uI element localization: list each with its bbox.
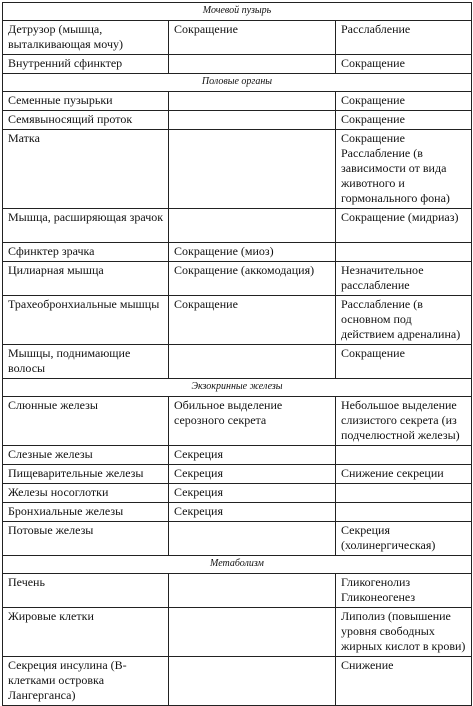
table-row [3, 111, 472, 130]
sympathetic-effect-cell: Сокращение Расслабление (в зависимости от вида животного и гормонального фона) [336, 130, 472, 209]
table-body [3, 3, 472, 706]
parasympathetic-effect-cell: Сокращение [169, 21, 336, 55]
autonomic-effects-table [2, 2, 472, 706]
parasympathetic-effect-cell [169, 55, 336, 74]
organ-cell: Матка [3, 130, 169, 209]
table-row [3, 574, 472, 608]
table-row [3, 608, 472, 657]
sympathetic-effect-cell: Снижение [336, 657, 472, 706]
sympathetic-effect-cell [336, 243, 472, 262]
parasympathetic-effect-cell [169, 345, 336, 379]
organ-cell: Семенные пузырьки [3, 92, 169, 111]
sympathetic-effect-cell: Снижение секреции [336, 465, 472, 484]
table-row [3, 243, 472, 262]
sympathetic-effect-cell [336, 503, 472, 522]
organ-cell: Внутренний сфинктер [3, 55, 169, 74]
sympathetic-effect-cell: Сокращение [336, 345, 472, 379]
sympathetic-effect-cell [336, 484, 472, 503]
parasympathetic-effect-cell: Сокращение (миоз) [169, 243, 336, 262]
sympathetic-effect-cell: Расслабление (в основном под действием адреналина) [336, 296, 472, 345]
parasympathetic-effect-cell [169, 574, 336, 608]
organ-cell: Потовые железы [3, 522, 169, 556]
organ-cell: Сфинктер зрачка [3, 243, 169, 262]
sympathetic-effect-cell: Липолиз (повышение уровня свободных жирных кислот в крови) [336, 608, 472, 657]
sympathetic-effect-cell: Сокращение [336, 55, 472, 74]
sympathetic-effect-cell: Незначительное расслабление [336, 262, 472, 296]
parasympathetic-effect-cell [169, 608, 336, 657]
organ-cell: Цилиарная мышца [3, 262, 169, 296]
section-header-row [3, 556, 472, 574]
table-row [3, 92, 472, 111]
parasympathetic-effect-cell: Секреция [169, 465, 336, 484]
organ-cell: Железы носоглотки [3, 484, 169, 503]
parasympathetic-effect-cell: Обильное выделение серозного секрета [169, 397, 336, 446]
sympathetic-effect-cell: Сокращение [336, 92, 472, 111]
sympathetic-effect-cell: Сокращение [336, 111, 472, 130]
table-row [3, 21, 472, 55]
parasympathetic-effect-cell [169, 130, 336, 209]
section-title: Половые органы [3, 74, 472, 92]
organ-cell: Секреция инсулина (В-клетками островка Лангерганса) [3, 657, 169, 706]
section-title: Экзокринные железы [3, 379, 472, 397]
table-row [3, 345, 472, 379]
parasympathetic-effect-cell [169, 209, 336, 243]
sympathetic-effect-cell: Сокращение (мидриаз) [336, 209, 472, 243]
table-row [3, 484, 472, 503]
organ-cell: Слезные железы [3, 446, 169, 465]
organ-cell: Трахеобронхиальные мышцы [3, 296, 169, 345]
organ-cell: Пищеварительные железы [3, 465, 169, 484]
table-row [3, 503, 472, 522]
organ-cell: Мышцы, поднимающие волосы [3, 345, 169, 379]
parasympathetic-effect-cell: Секреция [169, 484, 336, 503]
table-row [3, 522, 472, 556]
table-row [3, 296, 472, 345]
table-row [3, 209, 472, 243]
parasympathetic-effect-cell [169, 657, 336, 706]
sympathetic-effect-cell: Расслабление [336, 21, 472, 55]
organ-cell: Печень [3, 574, 169, 608]
organ-cell: Мышца, расширяющая зрачок [3, 209, 169, 243]
section-title: Метаболизм [3, 556, 472, 574]
sympathetic-effect-cell: Секреция (холинергическая) [336, 522, 472, 556]
organ-cell: Бронхиальные железы [3, 503, 169, 522]
organ-cell: Слюнные железы [3, 397, 169, 446]
table-row [3, 465, 472, 484]
parasympathetic-effect-cell: Секреция [169, 446, 336, 465]
physiology-table-page [2, 2, 471, 706]
parasympathetic-effect-cell [169, 522, 336, 556]
parasympathetic-effect-cell: Сокращение [169, 296, 336, 345]
section-title: Мочевой пузырь [3, 3, 472, 21]
parasympathetic-effect-cell [169, 92, 336, 111]
table-row [3, 130, 472, 209]
table-row [3, 446, 472, 465]
table-row [3, 262, 472, 296]
sympathetic-effect-cell: Гликогенолиз Гликонеогенез [336, 574, 472, 608]
parasympathetic-effect-cell: Секреция [169, 503, 336, 522]
section-header-row [3, 379, 472, 397]
table-row [3, 657, 472, 706]
organ-cell: Жировые клетки [3, 608, 169, 657]
sympathetic-effect-cell: Небольшое выделение слизистого секрета (из подчелюстной железы) [336, 397, 472, 446]
table-row [3, 55, 472, 74]
table-row [3, 397, 472, 446]
parasympathetic-effect-cell: Сокращение (аккомодация) [169, 262, 336, 296]
organ-cell: Семявыносящий проток [3, 111, 169, 130]
parasympathetic-effect-cell [169, 111, 336, 130]
organ-cell: Детрузор (мышца, выталкивающая мочу) [3, 21, 169, 55]
section-header-row [3, 3, 472, 21]
section-header-row [3, 74, 472, 92]
sympathetic-effect-cell [336, 446, 472, 465]
